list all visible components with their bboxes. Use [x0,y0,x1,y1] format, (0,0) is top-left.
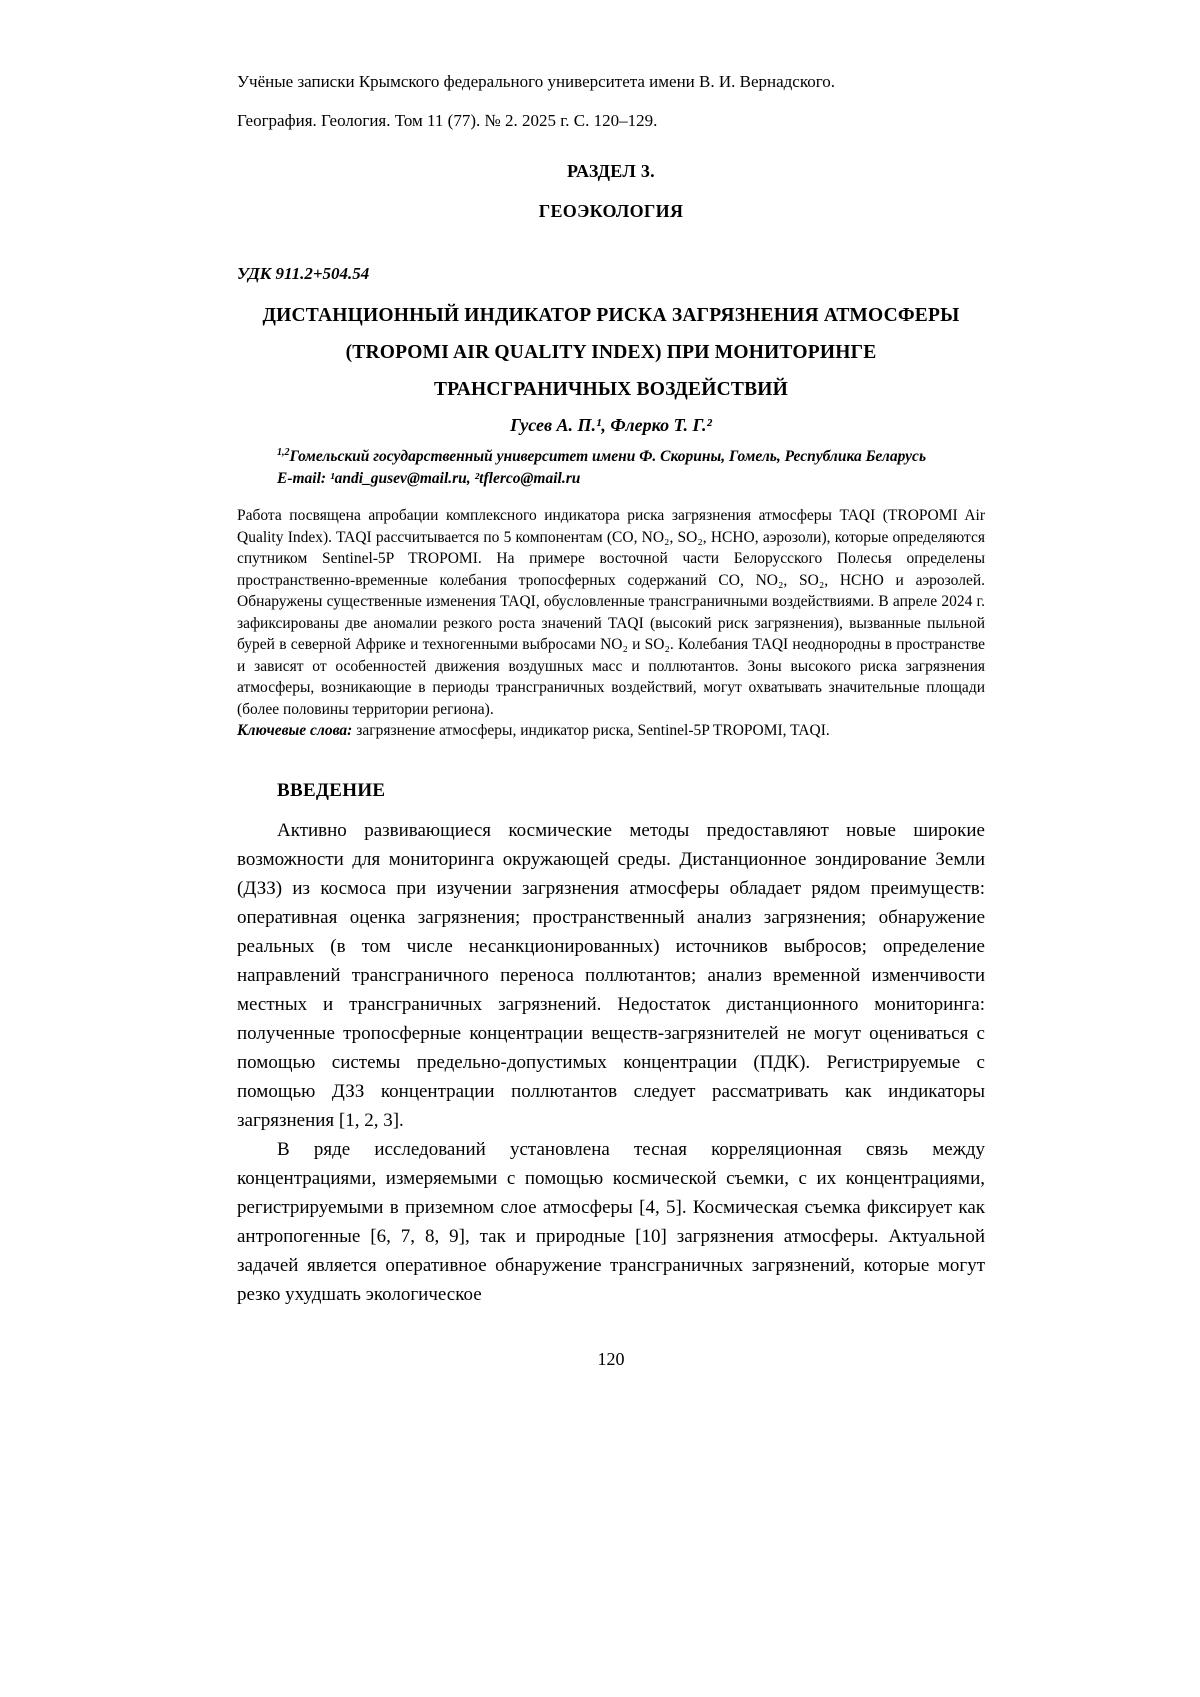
keywords-text: загрязнение атмосферы, индикатор риска, Sentinel-5P TROPOMI, TAQI. [352,722,830,739]
body-paragraph: В ряде исследований установлена тесная корреляционная связь между концентрациями, измеряемыми с помощью космической съемки, с их концентрациями, регистрируемыми в приземном слое атмосферы [4, 5]. Космическая съемка фиксирует как антропогенные [6, 7, 8, 9], так и природные [10] загрязнения атмосферы. Актуальной задачей является оперативное обнаружение трансграничных загрязнений, которые могут резко ухудшать экологическое [237,1138,985,1305]
section-number: РАЗДЕЛ 3. [567,161,655,181]
article-title [237,297,985,408]
section-heading [237,161,985,222]
introduction-heading: ВВЕДЕНИЕ [277,779,386,801]
article-title-line-1: ДИСТАНЦИОННЫЙ ИНДИКАТОР РИСКА ЗАГРЯЗНЕНИЯ АТМОСФЕРЫ [262,305,960,326]
page-content [237,0,985,1370]
abstract-text: Работа посвящена апробации комплексного индикатора риска загрязнения атмосферы TAQI (TROPOMI Air Quality Index). TAQI рассчитывается по 5 компонентам (CO, NO₂, SO₂, HCHO, аэрозоли), которые определяются спутником Sentinel-5P TROPOMI. На примере восточной части Белорусского Полесья определены пространственно-временные колебания тропосферных содержаний CO, NO₂, SO₂, HCHO и аэрозолей. Обнаружены существенные изменения TAQI, обусловленные трансграничными воздействиями. В апреле 2024 г. зафиксированы две аномалии резкого роста значений TAQI (высокий риск загрязнения), вызванные пыльной бурей в северной Африке и техногенными выбросами NO₂ и SO₂. Колебания TAQI неоднородны в пространстве и зависят от особенностей движения воздушных масс и поллютантов. Зоны высокого риска загрязнения атмосферы, возникающие в периоды трансграничных воздействий, могут охватывать значительные площади (более половины территории региона). [237,507,985,718]
section-name: ГЕОЭКОЛОГИЯ [538,201,684,221]
affiliation-block [277,446,985,490]
affiliation-superscript: 1,2 [277,446,290,458]
article-title-line-2: (TROPOMI AIR QUALITY INDEX) ПРИ МОНИТОРИНГЕ [345,342,877,363]
journal-issue-line: География. Геология. Том 11 (77). № 2. 2025 г. С. 120–129. [237,111,658,130]
affiliation-text: Гомельский государственный университет имени Ф. Скорины, Гомель, Республика Беларусь [289,448,927,465]
udc-code: УДК 911.2+504.54 [237,264,370,283]
journal-header [237,72,985,131]
affiliation-line [277,446,985,468]
email-line: E-mail: ¹andi_gusev@mail.ru, ²tflerco@mail.ru [277,470,581,487]
article-title-line-3: ТРАНСГРАНИЧНЫХ ВОЗДЕЙСТВИЙ [433,379,789,400]
page-number: 120 [597,1348,625,1369]
body-paragraph: Активно развивающиеся космические методы предоставляют новые широкие возможности для мониторинга окружающей среды. Дистанционное зондирование Земли (ДЗЗ) из космоса при изучении загрязнения атмосферы обладает рядом преимуществ: оперативная оценка загрязнения; пространственный анализ загрязнения; обнаружение реальных (в том числе несанкционированных) источников выбросов; определение направлений трансграничного переноса поллютантов; анализ временной изменчивости местных и трансграничных загрязнений. Недостаток дистанционного мониторинга: полученные тропосферные концентрации веществ-загрязнителей не могут оцениваться с помощью системы предельно-допустимых концентрации (ПДК). Регистрируемые с помощью ДЗЗ концентрации поллютантов следует рассматривать как индикаторы загрязнения [1, 2, 3]. [237,819,985,1131]
keywords-line [237,720,985,742]
authors-line: Гусев А. П.¹, Флерко Т. Г.² [510,415,712,435]
keywords-label: Ключевые слова: [237,722,353,739]
journal-title-line: Учёные записки Крымского федерального университета имени В. И. Вернадского. [237,72,836,91]
